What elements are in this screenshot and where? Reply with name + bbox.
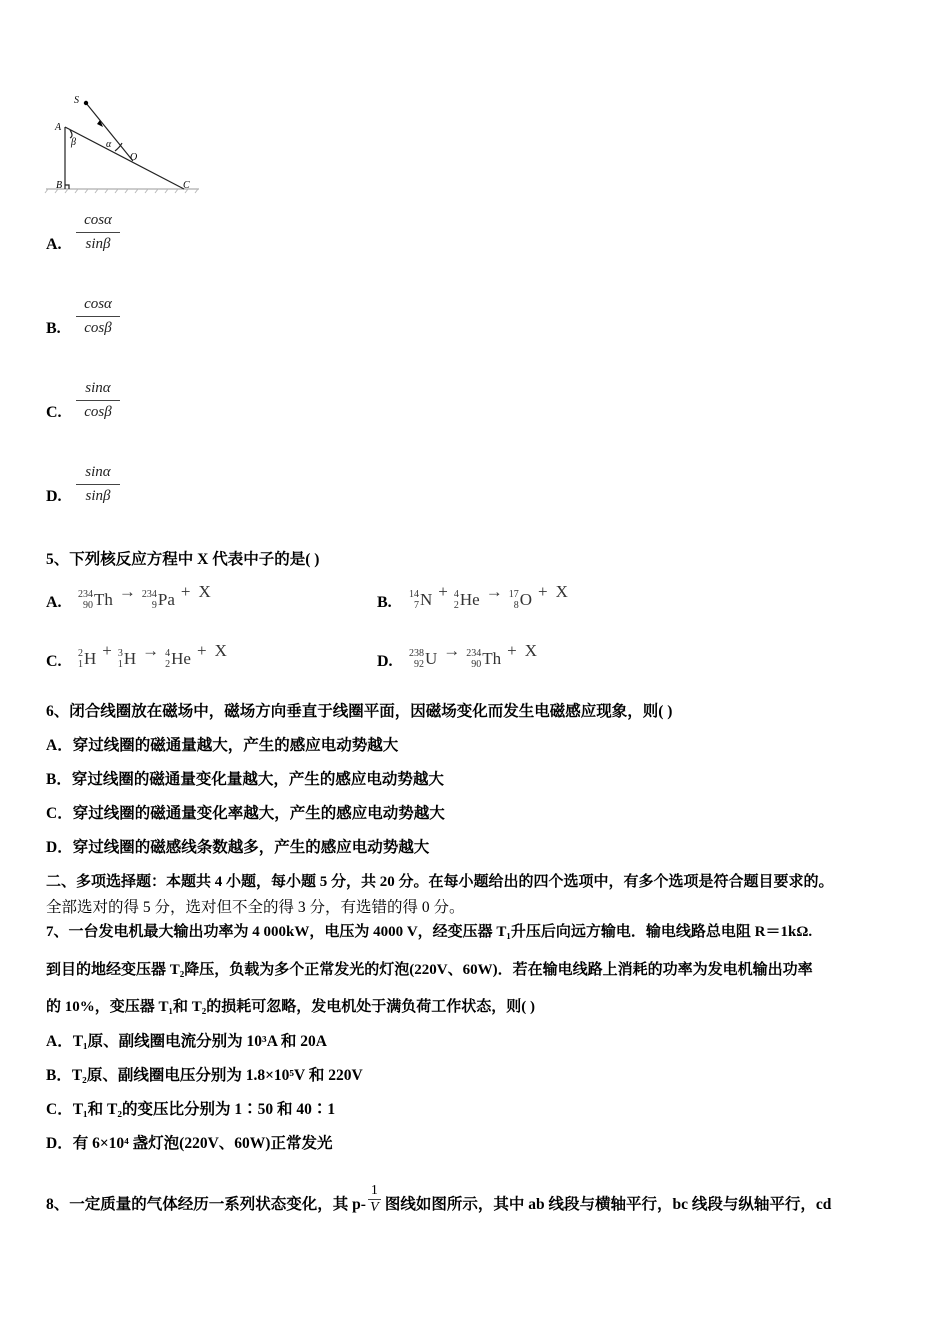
element-symbol: Pa: [157, 590, 175, 609]
q7-option-b: B．T₂原、副线圈电压分别为 1.8×10⁵V 和 220V: [46, 1067, 363, 1084]
atomic-number: 2: [165, 659, 171, 670]
atomic-number: 7: [414, 600, 419, 611]
mass-number: 3: [117, 648, 123, 659]
mass-number: 238: [409, 648, 424, 659]
q8-prefix: 8、一定质量的气体经历一系列状态变化，其 p-: [46, 1196, 366, 1214]
equation-operator: →: [142, 641, 160, 660]
q5-option-label: D.: [377, 653, 393, 670]
atomic-number: 8: [513, 600, 519, 611]
mass-number: 234: [141, 589, 157, 600]
q4-option-label: D.: [46, 488, 62, 505]
mass-number: 4: [453, 589, 459, 600]
q7-option-c: C．T₁和 T₂的变压比分别为 1∶50 和 40∶1: [46, 1101, 336, 1118]
fraction-numerator: sinα: [76, 464, 120, 485]
q7-line2: 到目的地经变压器 T₂降压，负载为多个正常发光的灯泡(220V、60W)．若在输电线路上消耗的功率为发电机输出功率: [46, 962, 813, 978]
label-s: S: [74, 95, 79, 106]
q6-option-d: D．穿过线圈的磁感线条数越多，产生的感应电动势越大: [46, 839, 430, 856]
q6-option-c: C．穿过线圈的磁通量变化率越大，产生的感应电动势越大: [46, 805, 445, 822]
q4-option-fraction: [76, 296, 120, 337]
atomic-number: 2: [453, 600, 459, 611]
nuclide: [509, 589, 532, 611]
nuclide: [454, 589, 480, 611]
atomic-number: 1: [117, 659, 123, 670]
equation-operator: X: [524, 641, 538, 660]
q5-option-label: C.: [46, 653, 62, 670]
q8-suffix: 图线如图所示，其中 ab 线段与横轴平行，bc 线段与纵轴平行，cd: [384, 1196, 832, 1214]
mass-number: 234: [466, 648, 482, 659]
equation-operator: →: [485, 582, 503, 601]
q7-option-d: D．有 6×10⁴ 盏灯泡(220V、60W)正常发光: [46, 1135, 333, 1152]
equation-operator: +: [507, 641, 517, 660]
q4-option-label: A.: [46, 236, 62, 253]
q5-option-label: A.: [46, 594, 62, 611]
section2-heading: 二、多项选择题：本题共 4 小题，每小题 5 分，共 20 分。在每小题给出的四个选项中，有多个选项是符合题目要求的。: [46, 874, 834, 890]
element-symbol: H: [123, 649, 137, 668]
section2-note: 全部选对的得 5 分，选对但不全的得 3 分，有选错的得 0 分。: [46, 899, 465, 916]
fraction-numerator: cosα: [76, 212, 120, 233]
element-symbol: U: [425, 649, 438, 668]
q6-option-b: B．穿过线圈的磁通量变化量越大，产生的感应电动势越大: [46, 771, 444, 788]
mass-number: 2: [78, 648, 83, 659]
q4-option-fraction: [76, 380, 120, 421]
fraction-numerator: cosα: [76, 296, 120, 317]
fraction-denominator: cosβ: [84, 404, 112, 420]
mass-number: 234: [78, 589, 93, 600]
equation-operator: +: [180, 582, 191, 601]
element-symbol: Th: [482, 649, 502, 668]
fraction-denominator: cosβ: [84, 320, 112, 336]
nuclide: [466, 648, 501, 670]
q4-option-fraction: [76, 212, 120, 253]
label-a: A: [55, 122, 62, 133]
q7-option-a: A．T₁原、副线圈电流分别为 10³A 和 20A: [46, 1033, 327, 1050]
label-o: O: [130, 152, 138, 163]
nuclide: [78, 648, 96, 670]
element-symbol: O: [519, 590, 532, 609]
element-symbol: N: [420, 590, 433, 609]
equation-operator: X: [555, 582, 568, 601]
q5-option-label: B.: [377, 594, 392, 611]
q4-option-label: C.: [46, 404, 62, 421]
nuclide: [165, 648, 191, 670]
equation-operator: +: [102, 641, 112, 660]
q5-option-equation: [76, 641, 231, 670]
mass-number: 17: [508, 589, 519, 600]
atomic-number: 92: [414, 659, 424, 670]
q8-fraction: [368, 1183, 381, 1216]
q6-stem: 6、闭合线圈放在磁场中，磁场方向垂直于线圈平面，因磁场变化而发生电磁感应现象，则( ): [46, 703, 673, 720]
atomic-number: 9: [151, 600, 157, 611]
atomic-number: 90: [83, 600, 93, 611]
equation-operator: →: [443, 641, 461, 660]
fraction-numerator: sinα: [76, 380, 120, 401]
q7-line1: 7、一台发电机最大输出功率为 4 000kW，电压为 4000 V，经变压器 T₁升压后向远方输电．输电线路总电阻 R＝1kΩ.: [46, 924, 813, 940]
mass-number: 4: [165, 648, 171, 659]
equation-operator: →: [118, 582, 136, 601]
atomic-number: 1: [78, 659, 83, 670]
label-c: C: [183, 180, 190, 191]
element-symbol: He: [171, 649, 191, 668]
q8-frac-den: V: [370, 1200, 379, 1215]
label-alpha: α: [106, 139, 112, 150]
q8-frac-num: 1: [368, 1183, 381, 1200]
fraction-denominator: sinβ: [85, 488, 111, 504]
q6-option-a: A．穿过线圈的磁通量越大，产生的感应电动势越大: [46, 737, 399, 754]
equation-operator: +: [196, 641, 207, 660]
label-beta: β: [71, 137, 76, 148]
nuclide: [142, 589, 175, 611]
q4-option-fraction: [76, 464, 120, 505]
q7-line3: 的 10%，变压器 T₁和 T₂的损耗可忽略，发电机处于满负荷工作状态，则( ): [46, 999, 535, 1015]
q8-line1: [46, 1183, 832, 1222]
equation-operator: +: [537, 582, 548, 601]
nuclide: [118, 648, 136, 670]
element-symbol: H: [84, 649, 97, 668]
element-symbol: Th: [94, 590, 113, 609]
q5-stem: 5、下列核反应方程中 X 代表中子的是( ): [46, 551, 320, 568]
equation-operator: X: [214, 641, 227, 660]
atomic-number: 90: [471, 659, 482, 670]
equation-operator: +: [438, 582, 448, 601]
mass-number: 14: [409, 589, 419, 600]
equation-operator: X: [198, 582, 211, 601]
q5-option-equation: [76, 582, 215, 611]
fraction-denominator: sinβ: [85, 236, 111, 252]
nuclide: [409, 589, 432, 611]
q4-option-label: B.: [46, 320, 61, 337]
nuclide: [409, 648, 437, 670]
incline-diagram: [44, 92, 204, 198]
nuclide: [78, 589, 113, 611]
element-symbol: He: [459, 590, 480, 609]
q5-option-equation: [407, 582, 572, 611]
label-b: B: [56, 180, 63, 191]
q5-option-equation: [407, 641, 541, 670]
